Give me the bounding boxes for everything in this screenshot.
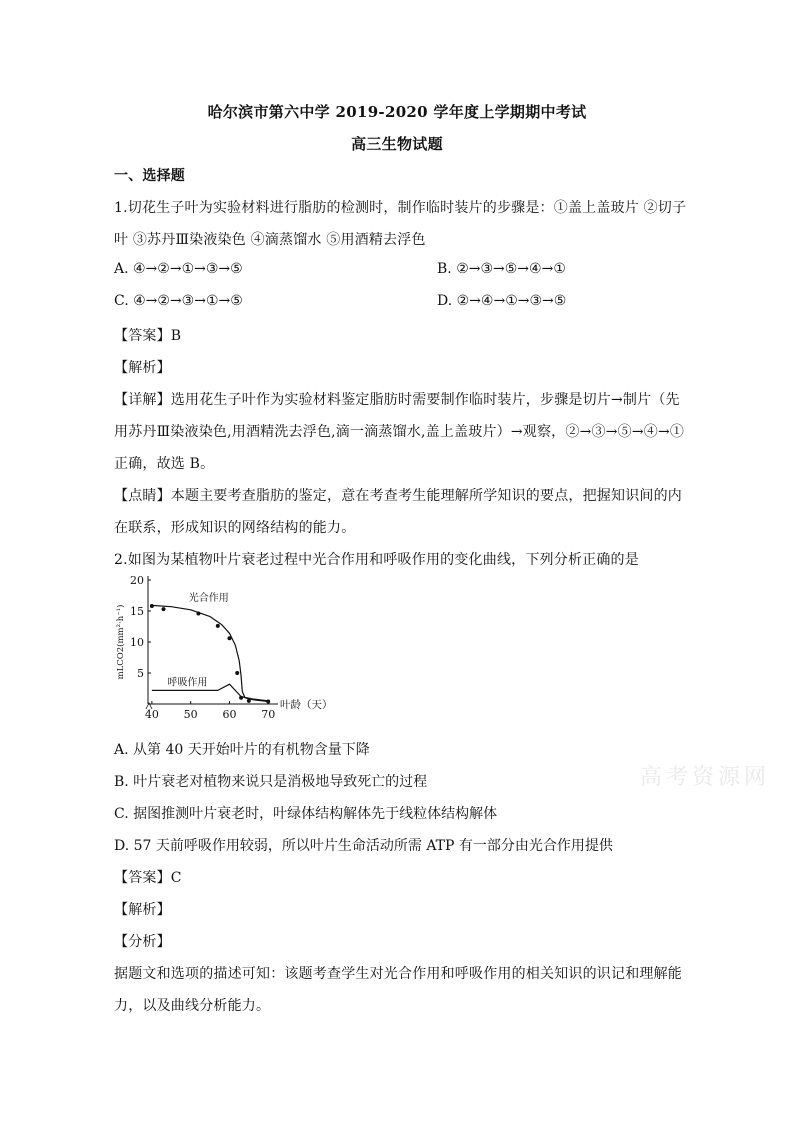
watermark: 高考资源网: [639, 765, 770, 790]
q2-option-a: A. 从第 40 天开始叶片的有机物含量下降: [114, 742, 370, 758]
photosynthesis-point: [162, 607, 166, 611]
question-1-stem-cont: 叶 ③苏丹Ⅲ染液染色 ④滴蒸馏水 ⑤用酒精去浮色: [114, 232, 426, 248]
q1-detail-line3: 正确，故选 B。: [114, 456, 215, 472]
q2-option-b: B. 叶片衰老对植物来说只是消极地导致死亡的过程: [114, 774, 428, 790]
q1-answer: 【答案】B: [114, 328, 182, 344]
q2-answer: 【答案】C: [114, 870, 182, 886]
photosynthesis-point: [266, 700, 270, 704]
q1-point-line2: 在联系，形成知识的网络结构的能力。: [114, 520, 356, 536]
q2-option-d: D. 57 天前呼吸作用较弱，所以叶片生命活动所需 ATP 有一部分由光合作用提供: [114, 838, 613, 854]
question-2-stem: 2.如图为某植物叶片衰老过程中光合作用和呼吸作用的变化曲线，下列分析正确的是: [114, 552, 639, 568]
q1-option-d: D. ②→④→①→③→⑤: [437, 293, 567, 309]
y-tick-label: 15: [130, 605, 144, 618]
photosynthesis-point: [235, 671, 239, 675]
photosynthesis-point: [150, 604, 154, 608]
q1-point-line1: 【点睛】本题主要考查脂肪的鉴定，意在考查考生能理解所学知识的要点，把握知识间的内: [114, 488, 682, 504]
leaf-age-chart: [110, 572, 333, 724]
q1-option-b: B. ②→③→⑤→④→①: [437, 261, 566, 277]
x-tick-label: 50: [183, 708, 198, 721]
q2-option-c: C. 据图推测叶片衰老时，叶绿体结构解体先于线粒体结构解体: [114, 806, 498, 822]
photosynthesis-point: [227, 636, 231, 640]
x-axis-label: 叶龄（天）: [280, 699, 333, 711]
q1-analysis-label: 【解析】: [114, 360, 171, 376]
photosynthesis-point: [239, 696, 243, 700]
y-tick-label: 10: [130, 636, 144, 649]
q2-fenxi-label: 【分析】: [114, 934, 171, 950]
q1-option-c: C. ④→②→③→①→⑤: [114, 293, 243, 309]
photosynthesis-point: [247, 699, 251, 703]
y-tick-label: 5: [137, 667, 144, 680]
q1-detail-line1: 【详解】选用花生子叶作为实验材料鉴定脂肪时需要制作临时装片，步骤是切片→制片（先: [114, 392, 680, 408]
section-heading: 一、选择题: [114, 168, 185, 184]
q2-text-line2: 力，以及曲线分析能力。: [114, 998, 271, 1014]
question-1-stem: 1.切花生子叶为实验材料进行脂肪的检测时，制作临时装片的步骤是：①盖上盖玻片 ②切子: [114, 200, 687, 216]
y-axis-label: mLCO2(mm²·h⁻¹): [116, 604, 126, 680]
x-tick-label: 60: [222, 708, 237, 721]
exam-subtitle: 高三生物试题: [351, 135, 443, 153]
q1-detail-line2: 用苏丹Ⅲ染液染色,用酒精洗去浮色,滴一滴蒸馏水,盖上盖玻片）→观察，②→③→⑤→④→①: [114, 424, 685, 440]
photosynthesis-point: [196, 611, 200, 615]
y-tick-label: 20: [130, 574, 144, 587]
q2-analysis-label: 【解析】: [114, 902, 171, 918]
exam-title: 哈尔滨市第六中学 2019-2020 学年度上学期期中考试: [207, 103, 587, 121]
q2-text-line1: 据题文和选项的描述可知：该题考查学生对光合作用和呼吸作用的相关知识的识记和理解能: [114, 966, 682, 982]
x-tick-label: 70: [261, 708, 276, 721]
q1-option-a: A. ④→②→①→③→⑤: [114, 261, 243, 277]
photosynthesis-point: [216, 624, 220, 628]
series-label-respiration: 呼吸作用: [167, 677, 208, 689]
series-label-photosynthesis: 光合作用: [188, 593, 229, 605]
x-tick-label: 40: [144, 708, 159, 721]
